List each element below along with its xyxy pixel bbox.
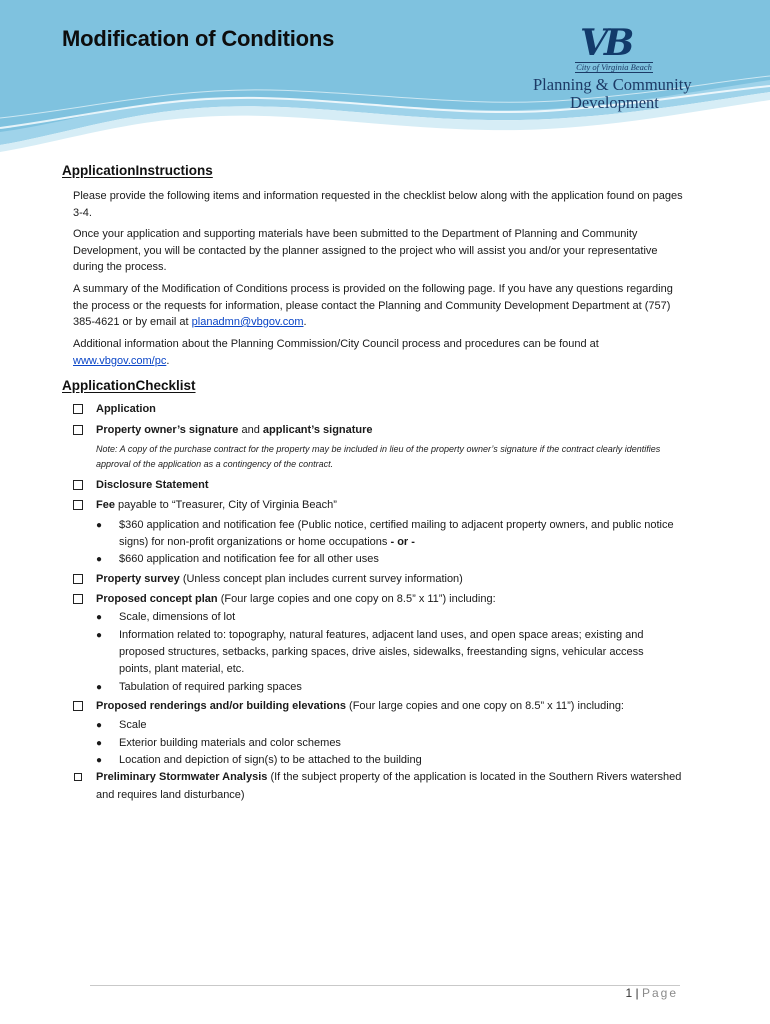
checkbox[interactable] [73, 594, 83, 604]
checkbox[interactable] [73, 480, 83, 490]
document-title: Modification of Conditions [62, 26, 335, 51]
footer-divider [90, 985, 680, 986]
checkbox[interactable] [73, 500, 83, 510]
instructions-paragraph-4: Additional information about the Planning Commission/City Council process and procedures can be found at www.vbgov.com/pc. [73, 338, 599, 367]
checkbox[interactable] [73, 701, 83, 711]
checkbox[interactable] [74, 773, 82, 781]
bullet-icon: ● [96, 755, 103, 766]
instructions-heading: ApplicationInstructions [62, 163, 213, 178]
checkbox[interactable] [73, 574, 83, 584]
instructions-paragraph-1: Please provide the following items and information requested in the checklist below along with the application found on pages 3-4. [73, 190, 683, 219]
bullet-icon: ● [96, 630, 103, 641]
instructions-paragraph-2: Once your application and supporting materials have been submitted to the Department of Planning and Community Development, you will be contacted by the planner assigned to the project who will assist you and/or your representative during the process. [73, 228, 658, 273]
logo-city-name: City of Virginia Beach [576, 62, 652, 72]
checkbox[interactable] [73, 404, 83, 414]
bullet-icon: ● [96, 554, 103, 565]
bullet-icon: ● [96, 720, 103, 731]
checklist-heading: ApplicationChecklist [62, 378, 196, 393]
logo-department-line2: Development [570, 93, 659, 112]
bullet-icon: ● [96, 612, 103, 623]
email-link[interactable]: planadmn@vbgov.com [191, 316, 304, 328]
page-header [0, 0, 770, 165]
bullet-icon: ● [96, 682, 103, 693]
page-footer: 1 | Page [625, 986, 678, 1000]
page-number: 1 [625, 986, 633, 1000]
vb-logo-icon: VB [580, 22, 631, 64]
signature-note: Note: A copy of the purchase contract for the property may be included in lieu of the property owner’s signature if the contract clearly identifies approval of the application as a contingency of the contract. [96, 444, 661, 469]
bullet-icon: ● [96, 738, 103, 749]
page-label: Page [641, 986, 678, 1000]
website-link[interactable]: www.vbgov.com/pc [73, 354, 167, 367]
logo-department-line1: Planning & Community [533, 75, 692, 94]
checkbox[interactable] [73, 425, 83, 435]
instructions-paragraph-3: A summary of the Modification of Conditions process is provided on the following page. If you have any questions regarding the process or the requests for information, please contact the Planning and Community Development Department at (757) 385-4621 or by email at planadmn@vbgov.com. [73, 283, 673, 328]
bullet-icon: ● [96, 520, 103, 531]
